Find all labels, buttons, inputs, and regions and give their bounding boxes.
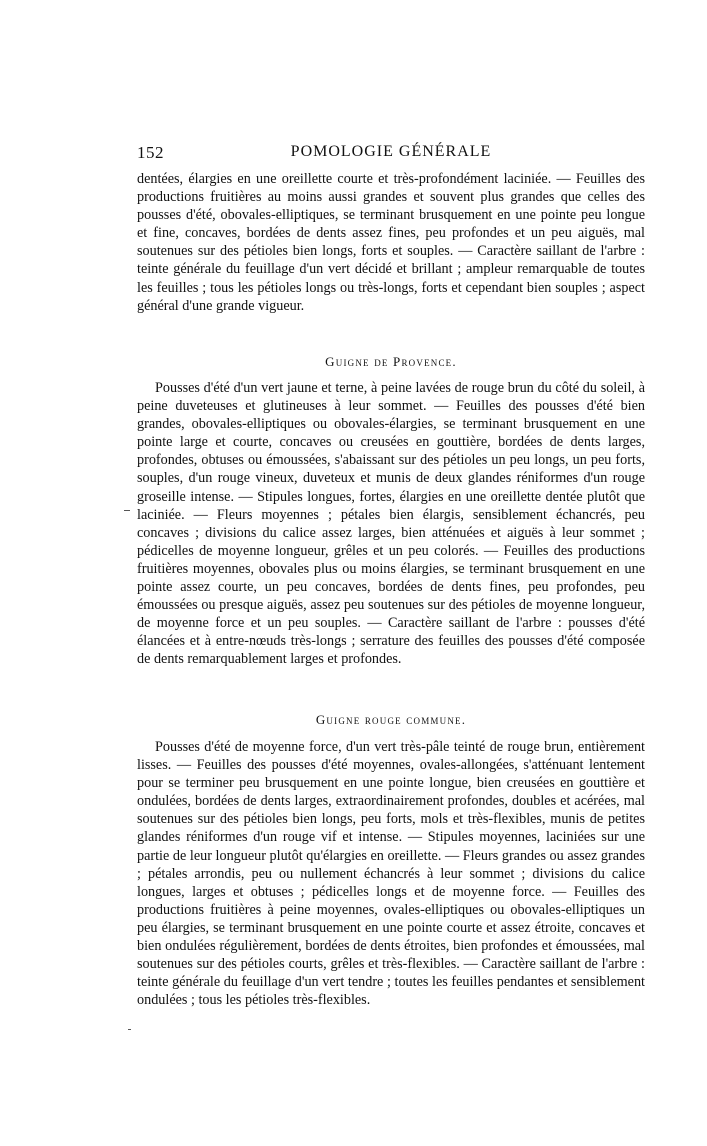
margin-mark [124, 510, 130, 511]
running-title: POMOLOGIE GÉNÉRALE [290, 143, 492, 160]
section-heading-guigne-de-provence: Guigne de Provence. [325, 354, 457, 369]
section-body-guigne-de-provence [137, 379, 645, 669]
page-header [137, 143, 645, 165]
page-number: 152 [137, 143, 164, 162]
section-body-guigne-rouge-commune [137, 738, 645, 1009]
section-heading-guigne-rouge-commune: Guigne rouge commune. [315, 712, 467, 727]
margin-mark [128, 1029, 131, 1030]
continuation-paragraph: dentées, élargies en une oreillette courte et très-profondément laciniée. — Feuilles des productions fruitières au moins aussi grandes et souvent plus grandes que celles des pousses d'été, obovales-elliptiques, se terminant brusquement en une pointe peu longue et fine, concaves, bordées de dents assez fines, peu profondes et un peu aiguës, mal soutenues sur des pétioles bien longs, forts et souples. — Caractère saillant de l'arbre : teinte générale du feuillage d'un vert décidé et brillant ; ampleur remarquable de toutes les feuilles ; tous les pétioles longs ou très-longs, forts et cependant bien souples ; aspect général d'une grande vigueur. [137, 171, 645, 314]
section-paragraph: Pousses d'été de moyenne force, d'un vert très-pâle teinté de rouge brun, entièrement lisses. — Feuilles des pousses d'été moyennes, ovales-allongées, s'atténuant lentement pour se terminer peu brusquement en une pointe longue, bien creusées en gouttière et ondulées, bordées de dents larges, extraordinairement profondes, doubles et acérées, mal soutenues sur des pétioles bien longs, peu forts, mols et très-flexibles, munis de petites glandes réniformes d'un rouge vif et intense. — Stipules moyennes, laciniées sur une partie de leur longueur plutôt qu'élargies en oreillette. — Fleurs grandes ou assez grandes ; pétales arrondis, peu ou nullement échancrés à leur sommet ; divisions du calice longues, larges et obtuses ; pédicelles longs et de moyenne force. — Feuilles des productions fruitières à peine moyennes, ovales-elliptiques ou obovales-elliptiques un peu élargies, se terminant brusquement en une pointe courte et assez étroite, concaves et bien ondulées régulièrement, bordées de dents étroites, bien profondes et émoussées, mal soutenues sur des pétioles courts, grêles et très-flexibles. — Caractère saillant de l'arbre : teinte générale du feuillage d'un vert tendre ; toutes les feuilles pendantes et sensiblement ondulées ; tous les pétioles très-flexibles. [137, 739, 645, 1009]
continuation-text-block [137, 170, 645, 315]
section-paragraph: Pousses d'été d'un vert jaune et terne, à peine lavées de rouge brun du côté du soleil, à peine duveteuses et glutineuses à leur sommet. — Feuilles des pousses d'été bien grandes, obovales-elliptiques ou obovales-élargies, se terminant brusquement en une pointe large et courte, concaves ou creusées en gouttière, bordées de dents larges, profondes, obtuses ou émoussées, s'abaissant sur des pétioles un peu longs, un peu forts, souples, d'un rouge vineux, duveteux et munis de deux glandes réniformes d'un rouge groseille intense. — Stipules longues, fortes, élargies en une oreillette dentée plutôt que laciniée. — Fleurs moyennes ; pétales bien élargis, sensiblement échancrés, peu concaves ; divisions du calice assez larges, bien atténuées et aiguës à leur sommet ; pédicelles de moyenne longueur, grêles et un peu colorés. — Feuilles des productions fruitières moyennes, obovales plus ou moins élargies, se terminant brusquement en une pointe assez courte, un peu concaves, bordées de dents fines, peu profondes, peu émoussées ou presque aiguës, assez peu soutenues sur des pétioles de moyenne longueur, de moyenne force et un peu souples. — Caractère saillant de l'arbre : pousses d'été élancées et à entre-nœuds très-longs ; serrature des feuilles des pousses d'été composée de dents remarquablement larges et profondes. [137, 380, 645, 668]
